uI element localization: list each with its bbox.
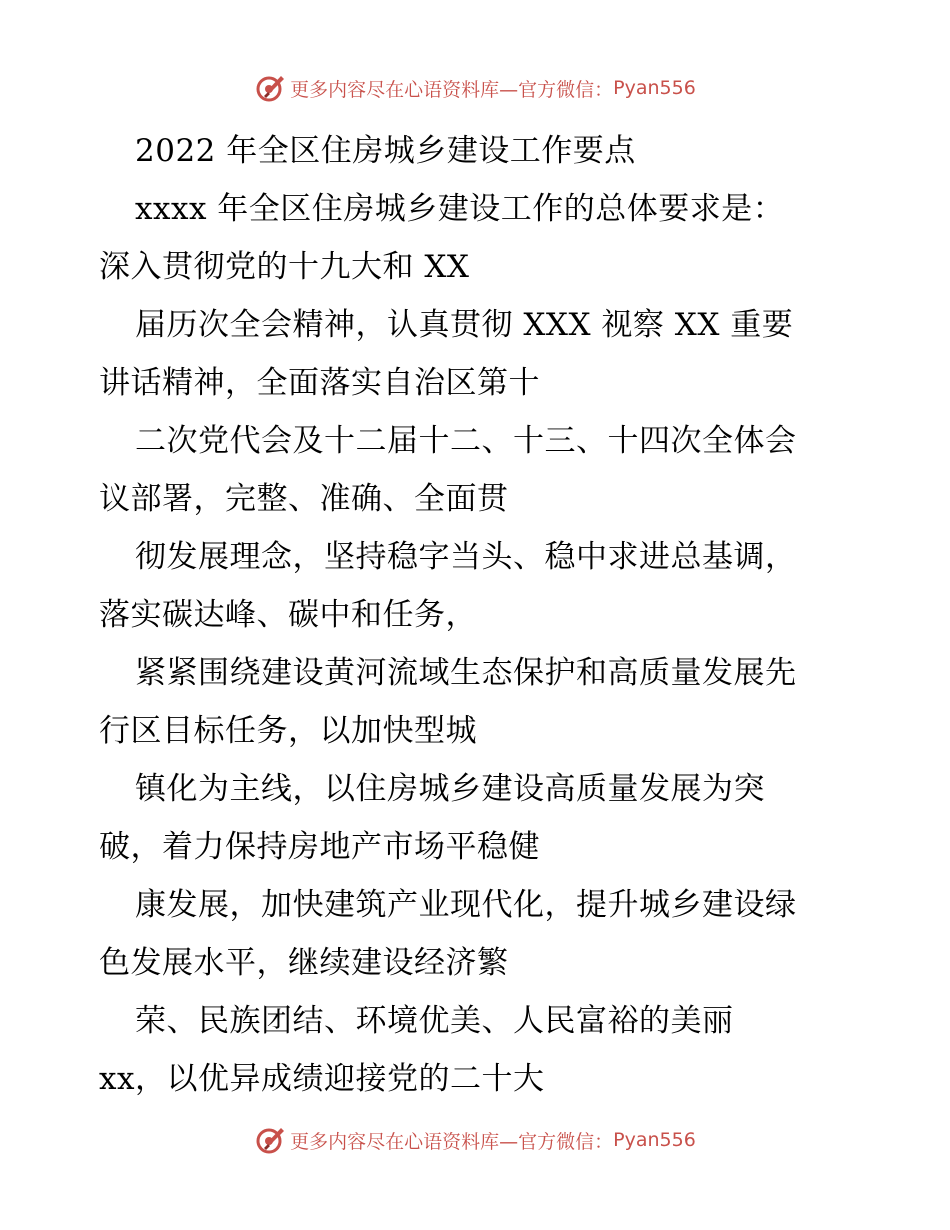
paragraph-line: 镇化为主线，以住房城乡建设高质量发展为突	[135, 771, 765, 807]
paragraph-line: 色发展水平，继续建设经济繁	[99, 945, 509, 981]
paragraph-line: 彻发展理念，坚持稳字当头、稳中求进总基调，	[135, 539, 797, 575]
paragraph-line: xx，以优异成绩迎接党的二十大	[99, 1061, 545, 1097]
paragraph-line: 落实碳达峰、碳中和任务，	[99, 597, 477, 633]
document-body	[99, 122, 859, 1108]
paragraph-line: 深入贯彻党的十九大和 XX	[99, 249, 470, 285]
header-watermark	[0, 72, 950, 104]
watermark-text: 更多内容尽在心语资料库—官方微信：	[290, 1130, 614, 1153]
paragraph-line: 议部署，完整、准确、全面贯	[99, 481, 509, 517]
brush-logo-icon	[254, 1124, 286, 1156]
brush-logo-icon	[254, 72, 286, 104]
paragraph-line: 紧紧围绕建设黄河流域生态保护和高质量发展先	[135, 655, 797, 691]
paragraph-line: 康发展，加快建筑产业现代化，提升城乡建设绿	[135, 887, 797, 923]
paragraph-line: 讲话精神，全面落实自治区第十	[99, 365, 540, 401]
watermark-brand: Pyan556	[613, 77, 696, 99]
paragraph-line: 荣、民族团结、环境优美、人民富裕的美丽	[135, 1003, 734, 1039]
paragraph-line: 行区目标任务，以加快型城	[99, 713, 477, 749]
watermark-text: 更多内容尽在心语资料库—官方微信：	[290, 78, 614, 101]
watermark-brand: Pyan556	[613, 1129, 696, 1151]
document-title: 2022 年全区住房城乡建设工作要点	[135, 133, 636, 169]
paragraph-line: 届历次全会精神，认真贯彻 XXX 视察 XX 重要	[135, 307, 794, 343]
paragraph-line: 破，着力保持房地产市场平稳健	[99, 829, 540, 865]
paragraph-line: xxxx 年全区住房城乡建设工作的总体要求是：	[135, 191, 785, 227]
footer-watermark	[0, 1124, 950, 1156]
paragraph-line: 二次党代会及十二届十二、十三、十四次全体会	[135, 423, 797, 459]
